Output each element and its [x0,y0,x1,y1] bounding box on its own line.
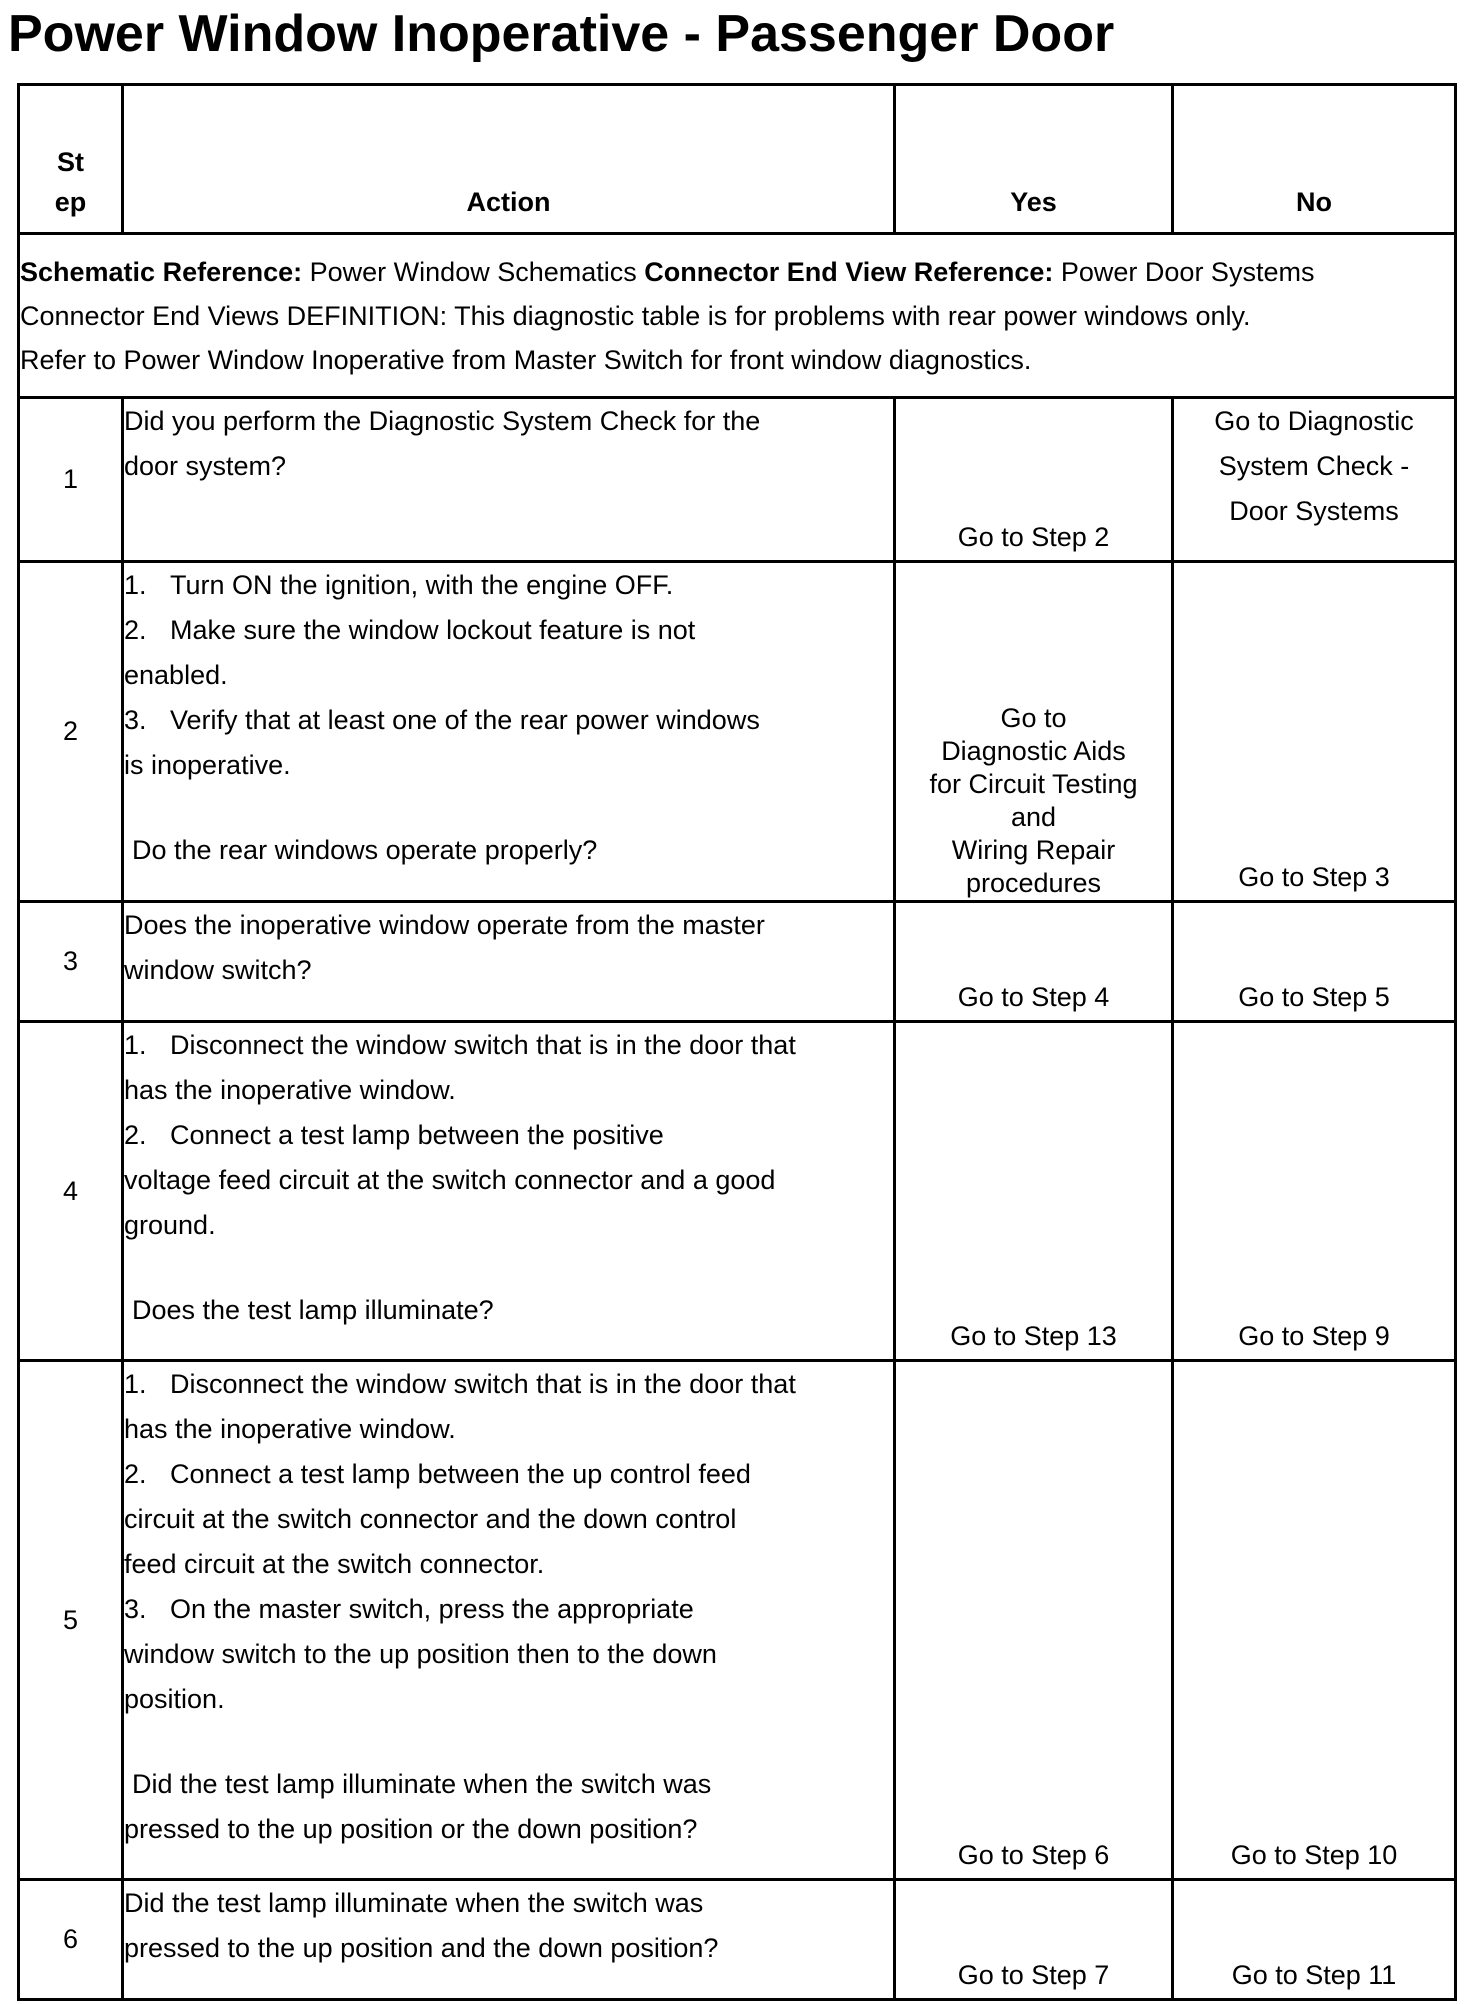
action-item [124,1362,893,1407]
step-number: 4 [19,1022,123,1361]
item-number: 3. [124,705,147,735]
action-text: Did you perform the Diagnostic System Check for the [124,406,761,436]
action-text: window switch? [124,955,312,985]
yes-cell [895,562,1173,902]
item-text: Disconnect the window switch that is in the door that [170,1030,796,1060]
header-action: Action [123,85,895,234]
step-number: 2 [19,562,123,902]
action-cell [123,398,895,562]
item-text: has the inoperative window. [124,1075,456,1105]
yes-text: procedures [965,868,1102,898]
item-number: 3. [124,1594,147,1624]
item-text: has the inoperative window. [124,1414,456,1444]
item-text: circuit at the switch connector and the down control [124,1504,737,1534]
item-number: 1. [124,570,147,600]
reference-row [19,234,1456,398]
yes-cell: Go to Step 7 [895,1880,1173,2000]
item-number: 1. [124,1369,147,1399]
action-text: pressed to the up position and the down position? [124,1933,719,1963]
step-number: 5 [19,1361,123,1880]
table-row [19,1880,1456,2000]
item-text: Disconnect the window switch that is in the door that [170,1369,796,1399]
connector-reference-label: Connector End View Reference: [644,256,1054,287]
item-text: position. [124,1684,225,1714]
item-text: voltage feed circuit at the switch connector and a good [124,1165,776,1195]
action-question: pressed to the up position or the down position? [124,1814,698,1844]
yes-text: Go to [1000,703,1067,733]
header-step [19,85,123,234]
no-cell: Go to Step 3 [1173,562,1456,902]
no-cell: Go to Step 5 [1173,902,1456,1022]
no-cell: Go to Step 10 [1173,1361,1456,1880]
item-text: Turn ON the ignition, with the engine OFF. [170,570,674,600]
step-number: 1 [19,398,123,562]
action-text: door system? [124,451,287,481]
action-item [124,1113,893,1158]
item-text: On the master switch, press the appropriate [170,1594,694,1624]
table-header-row [19,85,1456,234]
no-cell [1173,398,1456,562]
table-row [19,562,1456,902]
reference-line-1 [20,250,1454,294]
header-no: No [1173,85,1456,234]
reference-line-2: Connector End Views DEFINITION: This diagnostic table is for problems with rear power windows only. [20,300,1251,331]
page-title: Power Window Inoperative - Passenger Door [8,5,1115,63]
schematic-reference-label: Schematic Reference: [20,256,303,287]
item-number: 2. [124,1120,147,1150]
action-question: Did the test lamp illuminate when the switch was [132,1769,712,1799]
action-item [124,1023,893,1068]
no-text: Go to Diagnostic [1214,406,1414,436]
yes-text: Diagnostic Aids [941,736,1126,766]
item-text: is inoperative. [124,750,291,780]
item-number: 1. [124,1030,147,1060]
no-cell: Go to Step 9 [1173,1022,1456,1361]
item-text: Verify that at least one of the rear power windows [170,705,760,735]
no-text: Door Systems [1229,496,1399,526]
action-cell [123,1880,895,2000]
table-row [19,398,1456,562]
step-number: 3 [19,902,123,1022]
action-cell [123,1022,895,1361]
reference-line-3: Refer to Power Window Inoperative from Master Switch for front window diagnostics. [20,344,1032,375]
item-number: 2. [124,1459,147,1489]
header-step-line2: ep [54,187,87,217]
table-row [19,1361,1456,1880]
table-row [19,1022,1456,1361]
action-cell [123,902,895,1022]
item-text: Connect a test lamp between the up control feed [170,1459,751,1489]
action-item [124,608,893,653]
item-text: enabled. [124,660,228,690]
action-text: Does the inoperative window operate from the master [124,910,765,940]
item-text: Connect a test lamp between the positive [170,1120,664,1150]
step-number: 6 [19,1880,123,2000]
yes-text: for Circuit Testing [929,769,1138,799]
yes-text: Wiring Repair [951,835,1116,865]
item-text: Make sure the window lockout feature is not [170,615,696,645]
connector-reference-value: Power Door Systems [1053,256,1315,287]
action-cell [123,562,895,902]
reference-cell [19,234,1456,398]
yes-cell: Go to Step 13 [895,1022,1173,1361]
yes-cell: Go to Step 2 [895,398,1173,562]
diagnostic-table [17,83,1457,2001]
no-cell: Go to Step 11 [1173,1880,1456,2000]
action-item [124,563,893,608]
action-item [124,698,893,743]
action-cell [123,1361,895,1880]
action-question: Do the rear windows operate properly? [132,835,598,865]
item-text: feed circuit at the switch connector. [124,1549,545,1579]
action-item [124,1587,893,1632]
header-yes: Yes [895,85,1173,234]
item-text: ground. [124,1210,216,1240]
table-row [19,902,1456,1022]
header-step-line1: St [57,147,84,177]
action-question: Does the test lamp illuminate? [132,1295,494,1325]
item-text: window switch to the up position then to the down [124,1639,717,1669]
action-item [124,1452,893,1497]
no-text: System Check - [1218,451,1410,481]
item-number: 2. [124,615,147,645]
yes-text: and [1010,802,1057,832]
yes-cell: Go to Step 4 [895,902,1173,1022]
schematic-reference-value: Power Window Schematics [302,256,645,287]
yes-cell: Go to Step 6 [895,1361,1173,1880]
action-text: Did the test lamp illuminate when the switch was [124,1888,704,1918]
